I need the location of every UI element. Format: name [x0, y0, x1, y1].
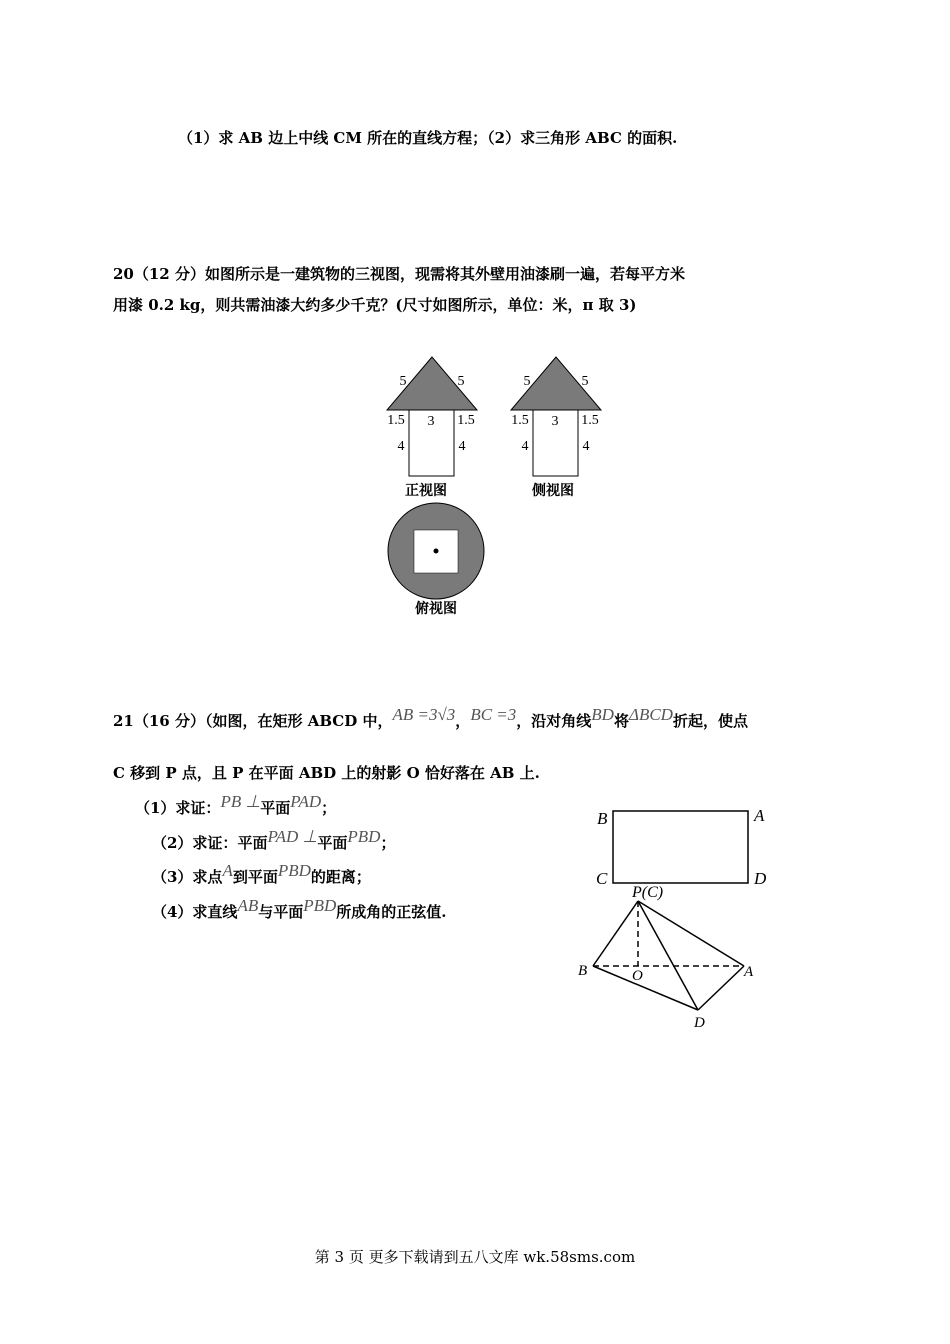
side-slant-right: 5 — [581, 374, 589, 389]
top-view-label: 俯视图 — [415, 601, 457, 617]
q21-p1-b: 平面 — [260, 799, 291, 817]
q21-intro-a: 21（16 分）（如图，在矩形 ABCD 中， — [113, 712, 393, 730]
front-view — [387, 357, 477, 499]
q21-part3 — [152, 861, 371, 887]
q21-p3-c: 的距离； — [310, 868, 371, 886]
q21-line2: C 移到 P 点，且 P 在平面 ABD 上的射影 O 恰好落在 AB 上. — [113, 764, 540, 782]
q21-part2 — [152, 827, 396, 853]
label-b: B — [597, 809, 608, 828]
front-width: 3 — [427, 414, 435, 429]
q21-part1 — [135, 792, 337, 818]
label-o: O — [632, 968, 643, 984]
q19-text: （1）求 AB 边上中线 CM 所在的直线方程；（2）求三角形 ABC 的面积. — [178, 129, 678, 147]
front-height-right: 4 — [458, 439, 466, 454]
q21-p4-m2: PBD — [303, 896, 337, 915]
side-overhang-right: 1.5 — [581, 413, 599, 428]
q21-intro-d: 折起，使点 — [672, 712, 748, 730]
side-height-right: 4 — [582, 439, 590, 454]
q21-p4-c: 所成角的正弦值. — [336, 903, 447, 921]
q21-triangle: ΔBCD — [628, 705, 673, 724]
q21-intro-b: ，沿对角线 — [516, 712, 592, 730]
q21-bc-eq: BC =3 — [470, 705, 517, 724]
side-width: 3 — [551, 414, 559, 429]
label-c: C — [596, 869, 608, 888]
label-p: P(C) — [632, 884, 664, 901]
side-height-left: 4 — [521, 439, 529, 454]
label-a: A — [754, 806, 765, 825]
q21-p2-m1: PAD ⊥ — [267, 827, 318, 846]
q21-p4-m1: AB — [237, 896, 259, 915]
q21-p3-a: （3）求点 — [152, 868, 223, 886]
q21-bd: BD — [591, 705, 614, 724]
front-slant-right: 5 — [457, 374, 465, 389]
front-height-left: 4 — [397, 439, 405, 454]
side-overhang-left: 1.5 — [511, 413, 529, 428]
top-view — [388, 503, 484, 617]
q20-line2: 用漆 0.2 kg，则共需油漆大约多少千克？(尺寸如图所示，单位：米，π 取 3) — [113, 296, 637, 314]
front-view-label: 正视图 — [405, 483, 447, 499]
label-a-fold: A — [744, 964, 754, 980]
q21-p1-m2: PAD — [290, 792, 322, 811]
rectangle-abcd — [613, 811, 748, 883]
q21-p1-m1: PB ⊥ — [220, 792, 261, 811]
q21-p1-a: （1）求证： — [135, 799, 221, 817]
q21-p3-m2: PBD — [277, 861, 311, 880]
page-footer: 第 3 页 更多下载请到五八文库 wk.58sms.com — [314, 1248, 636, 1266]
q21-p4-b: 与平面 — [258, 903, 304, 921]
q21-part4 — [152, 896, 447, 922]
side-slant-left: 5 — [523, 374, 531, 389]
q21-intro-c: 将 — [613, 712, 629, 730]
q21-p1-c: ； — [321, 799, 337, 817]
q21-p2-b: 平面 — [317, 834, 348, 852]
label-d-fold: D — [694, 1015, 705, 1031]
front-slant-left: 5 — [399, 374, 407, 389]
rectangle-fold-figure — [570, 800, 780, 1040]
q21-p3-b: 到平面 — [232, 868, 278, 886]
three-view-figure — [370, 345, 620, 625]
front-overhang-right: 1.5 — [457, 413, 475, 428]
front-overhang-left: 1.5 — [387, 413, 405, 428]
label-d: D — [754, 869, 767, 888]
q20-line1: 20（12 分）如图所示是一建筑物的三视图，现需将其外壁用油漆刷一遍，若每平方米 — [113, 265, 685, 283]
q21-p2-a: （2）求证：平面 — [152, 834, 268, 852]
q21-intro — [113, 705, 748, 731]
label-b-fold: B — [578, 963, 588, 979]
q21-ab-eq: AB =3√3 — [392, 705, 456, 724]
side-view-label: 侧视图 — [532, 483, 574, 499]
q21-p3-m1: A — [222, 861, 233, 880]
q21-p4-a: （4）求直线 — [152, 903, 238, 921]
q21-sep: ， — [455, 712, 471, 730]
q21-p2-c: ； — [380, 834, 396, 852]
side-view — [511, 357, 601, 499]
q21-p2-m2: PBD — [347, 827, 381, 846]
folded-pyramid — [593, 901, 744, 1010]
